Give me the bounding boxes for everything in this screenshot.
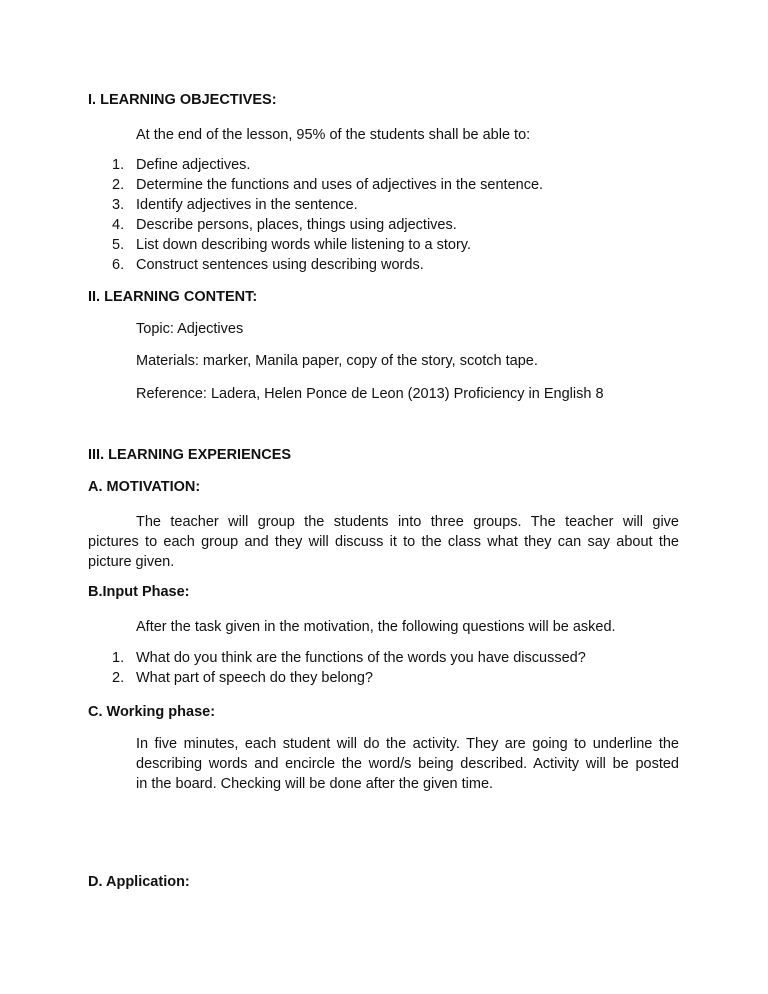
list-number: 2. [112, 177, 125, 193]
list-item-text: What part of speech do they belong? [136, 670, 373, 686]
motivation-heading: A. MOTIVATION: [88, 479, 201, 495]
list-item [112, 668, 586, 688]
list-item-text: What do you think are the functions of the words you have discussed? [136, 650, 586, 666]
paragraph-line: picture given. [88, 554, 175, 570]
input-phase-intro: After the task given in the motivation, the following questions will be asked. [136, 619, 616, 635]
content-heading: II. LEARNING CONTENT: [88, 289, 258, 305]
input-phase-heading: B.Input Phase: [88, 584, 190, 600]
list-item-text: Determine the functions and uses of adjectives in the sentence. [136, 177, 544, 193]
list-item-text: Identify adjectives in the sentence. [136, 197, 358, 213]
working-phase-heading: C. Working phase: [88, 704, 216, 720]
paragraph-line: describing words and encircle the word/s being described. Activity will be posted [136, 756, 679, 772]
motivation-paragraph [88, 512, 679, 572]
list-item-text: Describe persons, places, things using adjectives. [136, 217, 457, 233]
list-number: 3. [112, 197, 125, 213]
objectives-intro: At the end of the lesson, 95% of the students shall be able to: [136, 127, 531, 143]
list-item [112, 255, 543, 275]
objectives-list [112, 155, 543, 275]
paragraph-line: in the board. Checking will be done after the given time. [136, 776, 494, 792]
list-item [112, 155, 543, 175]
topic-line: Topic: Adjectives [136, 321, 244, 337]
paragraph-line: The teacher will group the students into three groups. The teacher will give [136, 514, 679, 530]
materials-line: Materials: marker, Manila paper, copy of the story, scotch tape. [136, 353, 538, 369]
working-phase-paragraph [136, 734, 679, 794]
list-number: 1. [112, 650, 125, 666]
paragraph-line: In five minutes, each student will do the activity. They are going to underline the [136, 736, 679, 752]
list-item-text: List down describing words while listening to a story. [136, 237, 472, 253]
list-item [112, 648, 586, 668]
list-item [112, 215, 543, 235]
list-number: 6. [112, 257, 125, 273]
list-number: 1. [112, 157, 125, 173]
list-item-text: Construct sentences using describing words. [136, 257, 424, 273]
list-number: 5. [112, 237, 125, 253]
objectives-heading: I. LEARNING OBJECTIVES: [88, 92, 277, 108]
input-phase-list [112, 648, 586, 688]
list-number: 4. [112, 217, 125, 233]
list-item [112, 175, 543, 195]
experiences-heading: III. LEARNING EXPERIENCES [88, 447, 292, 463]
list-item [112, 195, 543, 215]
list-item [112, 235, 543, 255]
list-item-text: Define adjectives. [136, 157, 251, 173]
reference-line: Reference: Ladera, Helen Ponce de Leon (2013) Proficiency in English 8 [136, 386, 604, 402]
paragraph-line: pictures to each group and they will discuss it to the class what they can say about the [88, 534, 679, 550]
application-heading: D. Application: [88, 874, 190, 890]
list-number: 2. [112, 670, 125, 686]
